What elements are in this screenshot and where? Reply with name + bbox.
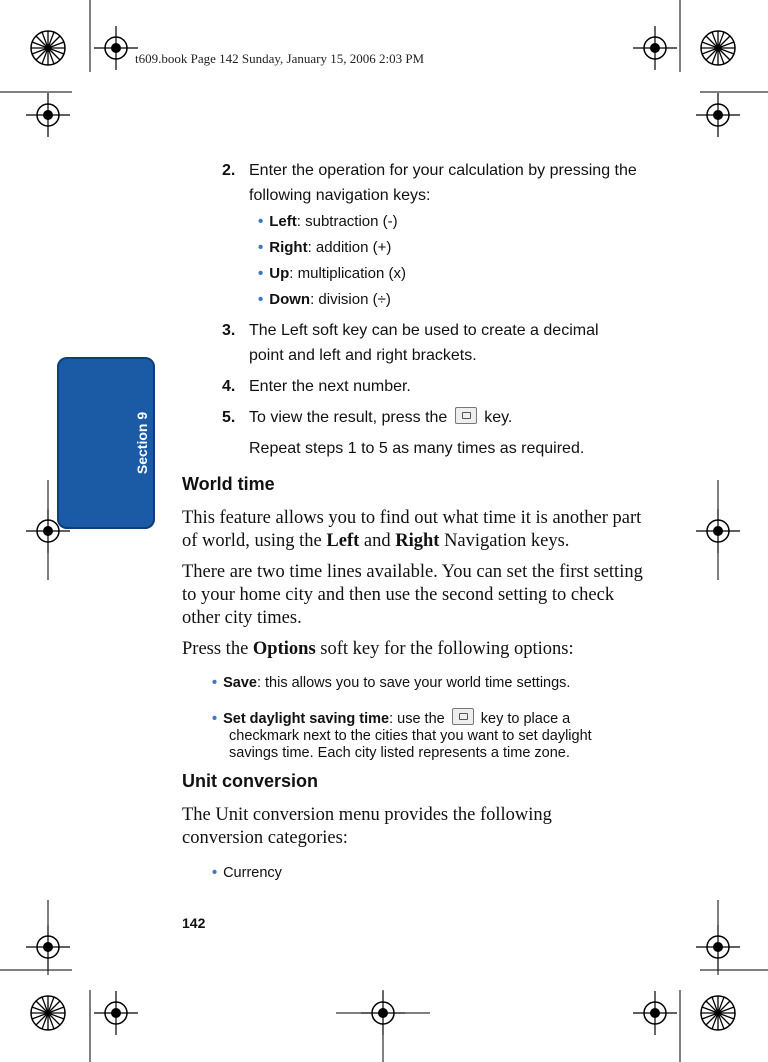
option-desc: key to place a xyxy=(480,711,571,727)
section-tab-label: Section 9 xyxy=(134,411,150,475)
book-header: t609.book Page 142 Sunday, January 15, 2006 2:03 PM xyxy=(135,51,425,66)
step-number: 5. xyxy=(222,409,236,426)
list-item-currency xyxy=(212,865,632,882)
bullet-icon: • xyxy=(212,711,218,727)
step-text: Enter the next number. xyxy=(249,378,411,395)
key-name: Options xyxy=(252,639,316,659)
bullet-icon: • xyxy=(212,865,218,881)
section-heading-world-time: World time xyxy=(182,474,275,494)
key-name: Right xyxy=(395,531,440,551)
key-name: Right xyxy=(269,239,308,256)
key-name: Up xyxy=(269,265,290,282)
section-heading-unit-conversion: Unit conversion xyxy=(182,771,319,791)
text-fragment: soft key for the following options: xyxy=(320,639,574,659)
step-text-after: key. xyxy=(484,409,513,426)
world-time-paragraph-3 xyxy=(182,638,652,661)
bullet-icon: • xyxy=(258,213,264,230)
option-name: Save xyxy=(223,675,257,691)
bullet-icon: • xyxy=(258,265,264,282)
step-number: 2. xyxy=(222,162,236,179)
step-number: 4. xyxy=(222,378,236,395)
key-desc: : multiplication (x) xyxy=(289,265,406,282)
key-desc: : subtraction (-) xyxy=(296,213,398,230)
option-save xyxy=(212,675,632,692)
repeat-note: Repeat steps 1 to 5 as many times as required. xyxy=(249,440,585,457)
unit-conversion-paragraph: The Unit conversion menu provides the following conversion categories: xyxy=(182,805,552,848)
ok-key-icon xyxy=(455,407,477,424)
key-desc: : addition (+) xyxy=(307,239,392,256)
key-name: Left xyxy=(326,531,360,551)
list-item-label: Currency xyxy=(223,865,282,881)
option-set-daylight-saving-time xyxy=(212,708,632,762)
list-item xyxy=(258,289,391,311)
list-item xyxy=(258,263,406,285)
step-text: Enter the operation for your calculation by pressing the following navigation keys: xyxy=(249,162,637,204)
world-time-paragraph-2: There are two time lines available. You can set the first setting to your home city and then use the second setting to check other city times. xyxy=(182,562,643,628)
key-name: Down xyxy=(269,291,311,308)
ok-key-icon xyxy=(452,708,474,725)
bullet-icon: • xyxy=(258,239,264,256)
step-text xyxy=(249,405,649,430)
text-fragment: and xyxy=(363,531,391,551)
step-text-before: To view the result, press the xyxy=(249,409,448,426)
key-desc: : division (÷) xyxy=(310,291,391,308)
world-time-paragraph-1 xyxy=(182,507,652,553)
text-fragment: Navigation keys. xyxy=(444,531,570,551)
text-fragment: This feature allows you to find out what time it is another part of world, using the xyxy=(182,508,642,551)
step-text: The Left soft key can be used to create a decimal point and left and right brackets. xyxy=(249,322,599,364)
option-desc-continued: checkmark next to the cities that you want to set daylight xyxy=(229,728,592,744)
list-item xyxy=(258,211,398,233)
bullet-icon: • xyxy=(258,291,264,308)
key-name: Left xyxy=(269,213,297,230)
option-name: Set daylight saving time xyxy=(223,711,390,727)
option-desc: : this allows you to save your world time settings. xyxy=(256,675,571,691)
option-desc: : use the xyxy=(389,711,445,727)
list-item xyxy=(258,237,391,259)
bullet-icon: • xyxy=(212,675,218,691)
text-fragment: Press the xyxy=(182,639,249,659)
option-desc-continued: savings time. Each city listed represents a time zone. xyxy=(229,745,570,761)
step-number: 3. xyxy=(222,322,236,339)
page-number: 142 xyxy=(182,915,206,931)
